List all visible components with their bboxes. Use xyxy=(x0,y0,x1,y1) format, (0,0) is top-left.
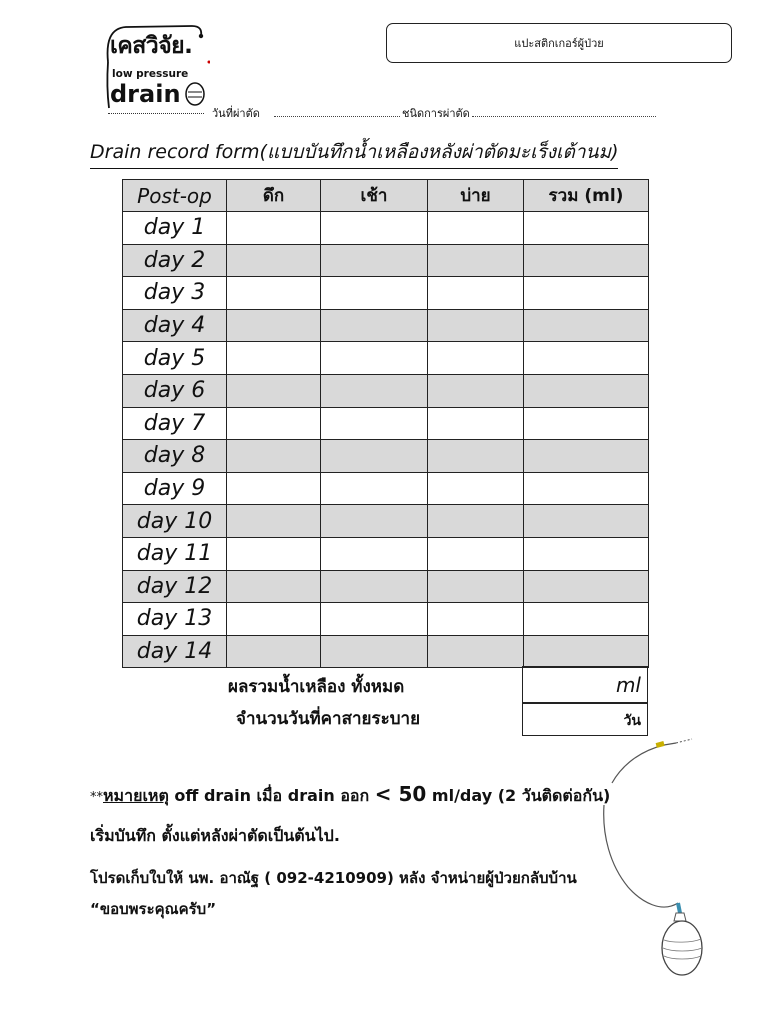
day-label: day 2 xyxy=(123,244,227,277)
table-row xyxy=(123,472,649,505)
day-label: day 4 xyxy=(123,309,227,342)
night-cell[interactable] xyxy=(227,309,321,342)
header-post-op: Post-op xyxy=(123,180,227,212)
afternoon-cell[interactable] xyxy=(428,603,524,636)
total-unit: ml xyxy=(615,673,641,697)
surgery-date-label: วันที่ผ่าตัด xyxy=(212,107,260,120)
total-cell[interactable] xyxy=(524,440,649,473)
total-cell[interactable] xyxy=(524,309,649,342)
header-morning: เช้า xyxy=(321,180,428,212)
morning-cell[interactable] xyxy=(321,374,428,407)
day-label: day 1 xyxy=(123,212,227,245)
night-cell[interactable] xyxy=(227,342,321,375)
total-cell[interactable] xyxy=(524,374,649,407)
night-cell[interactable] xyxy=(227,603,321,636)
afternoon-cell[interactable] xyxy=(428,374,524,407)
patient-sticker-box xyxy=(386,23,732,63)
days-unit: วัน xyxy=(623,713,641,729)
table-row xyxy=(123,505,649,538)
day-label: day 13 xyxy=(123,603,227,636)
surgery-type-label: ชนิดการผ่าตัด xyxy=(402,107,470,120)
night-cell[interactable] xyxy=(227,374,321,407)
day-label: day 11 xyxy=(123,537,227,570)
note-off-drain xyxy=(90,782,610,809)
total-cell[interactable] xyxy=(524,635,649,668)
table-row xyxy=(123,570,649,603)
note-return-form: โปรดเก็บใบให้ นพ. อาณัฐ ( 092-4210909) หลัง จำหน่ายผู้ป่วยกลับบ้าน xyxy=(90,869,577,887)
divider xyxy=(108,113,204,114)
surgery-type-field[interactable] xyxy=(472,116,656,117)
day-label: day 14 xyxy=(123,635,227,668)
morning-cell[interactable] xyxy=(321,277,428,310)
table-row xyxy=(123,244,649,277)
afternoon-cell[interactable] xyxy=(428,570,524,603)
morning-cell[interactable] xyxy=(321,505,428,538)
afternoon-cell[interactable] xyxy=(428,342,524,375)
table-row xyxy=(123,440,649,473)
table-row xyxy=(123,342,649,375)
night-cell[interactable] xyxy=(227,472,321,505)
night-cell[interactable] xyxy=(227,440,321,473)
day-label: day 8 xyxy=(123,440,227,473)
night-cell[interactable] xyxy=(227,570,321,603)
total-cell[interactable] xyxy=(524,244,649,277)
night-cell[interactable] xyxy=(227,244,321,277)
afternoon-cell[interactable] xyxy=(428,309,524,342)
drain-days-field[interactable] xyxy=(522,702,648,736)
morning-cell[interactable] xyxy=(321,440,428,473)
total-cell[interactable] xyxy=(524,537,649,570)
table-row xyxy=(123,374,649,407)
form-title: Drain record form(แบบบันทึกน้ำเหลืองหลังผ่าตัดมะเร็งเต้านม) xyxy=(90,137,618,169)
table-body xyxy=(123,212,649,668)
table-row xyxy=(123,537,649,570)
afternoon-cell[interactable] xyxy=(428,635,524,668)
total-cell[interactable] xyxy=(524,603,649,636)
morning-cell[interactable] xyxy=(321,537,428,570)
morning-cell[interactable] xyxy=(321,407,428,440)
afternoon-cell[interactable] xyxy=(428,407,524,440)
morning-cell[interactable] xyxy=(321,244,428,277)
night-cell[interactable] xyxy=(227,407,321,440)
morning-cell[interactable] xyxy=(321,342,428,375)
header-afternoon: บ่าย xyxy=(428,180,524,212)
night-cell[interactable] xyxy=(227,635,321,668)
afternoon-cell[interactable] xyxy=(428,505,524,538)
table-header-row xyxy=(123,180,649,212)
drain-record-table xyxy=(122,179,649,668)
day-label: day 10 xyxy=(123,505,227,538)
header-total: รวม (ml) xyxy=(524,180,649,212)
logo-subtitle: low pressure xyxy=(112,68,189,80)
header-night: ดึก xyxy=(227,180,321,212)
note-heading: หมายเหตุ xyxy=(103,786,169,805)
afternoon-cell[interactable] xyxy=(428,277,524,310)
day-label: day 6 xyxy=(123,374,227,407)
note-stars: ** xyxy=(90,790,103,805)
table-row xyxy=(123,309,649,342)
afternoon-cell[interactable] xyxy=(428,212,524,245)
afternoon-cell[interactable] xyxy=(428,440,524,473)
day-label: day 3 xyxy=(123,277,227,310)
afternoon-cell[interactable] xyxy=(428,472,524,505)
note-line1-b: ml/day (2 วันติดต่อกัน) xyxy=(426,786,611,805)
morning-cell[interactable] xyxy=(321,635,428,668)
morning-cell[interactable] xyxy=(321,570,428,603)
note-line1-a: off drain เมื่อ drain ออก xyxy=(168,786,375,805)
night-cell[interactable] xyxy=(227,537,321,570)
day-label: day 9 xyxy=(123,472,227,505)
total-cell[interactable] xyxy=(524,505,649,538)
afternoon-cell[interactable] xyxy=(428,244,524,277)
drain-days-label: จำนวนวันที่คาสายระบาย xyxy=(236,709,421,729)
morning-cell[interactable] xyxy=(321,212,428,245)
total-cell[interactable] xyxy=(524,570,649,603)
total-cell[interactable] xyxy=(524,407,649,440)
table-row xyxy=(123,212,649,245)
logo xyxy=(104,22,210,118)
note-start-recording: เริ่มบันทึก ตั้งแต่หลังผ่าตัดเป็นต้นไป. xyxy=(90,826,340,845)
note-line1-value: < 50 xyxy=(374,782,427,806)
day-label: day 12 xyxy=(123,570,227,603)
total-fluid-field[interactable] xyxy=(522,666,648,704)
afternoon-cell[interactable] xyxy=(428,537,524,570)
total-cell[interactable] xyxy=(524,277,649,310)
table-row xyxy=(123,635,649,668)
day-label: day 7 xyxy=(123,407,227,440)
drain-bottle-icon xyxy=(600,735,710,980)
night-cell[interactable] xyxy=(227,212,321,245)
day-label: day 5 xyxy=(123,342,227,375)
table-row xyxy=(123,277,649,310)
logo-title: เคสวิจัย. xyxy=(110,33,193,59)
night-cell[interactable] xyxy=(227,277,321,310)
sticker-label: แปะสติกเกอร์ผู้ป่วย xyxy=(514,37,604,50)
morning-cell[interactable] xyxy=(321,309,428,342)
note-thanks: “ขอบพระคุณครับ” xyxy=(90,900,217,918)
total-cell[interactable] xyxy=(524,472,649,505)
total-fluid-label: ผลรวมน้ำเหลือง ทั้งหมด xyxy=(228,677,405,697)
table-row xyxy=(123,603,649,636)
total-cell[interactable] xyxy=(524,212,649,245)
night-cell[interactable] xyxy=(227,505,321,538)
total-cell[interactable] xyxy=(524,342,649,375)
table-row xyxy=(123,407,649,440)
logo-word: drain xyxy=(110,80,181,108)
morning-cell[interactable] xyxy=(321,603,428,636)
morning-cell[interactable] xyxy=(321,472,428,505)
surgery-date-field[interactable] xyxy=(274,116,400,117)
